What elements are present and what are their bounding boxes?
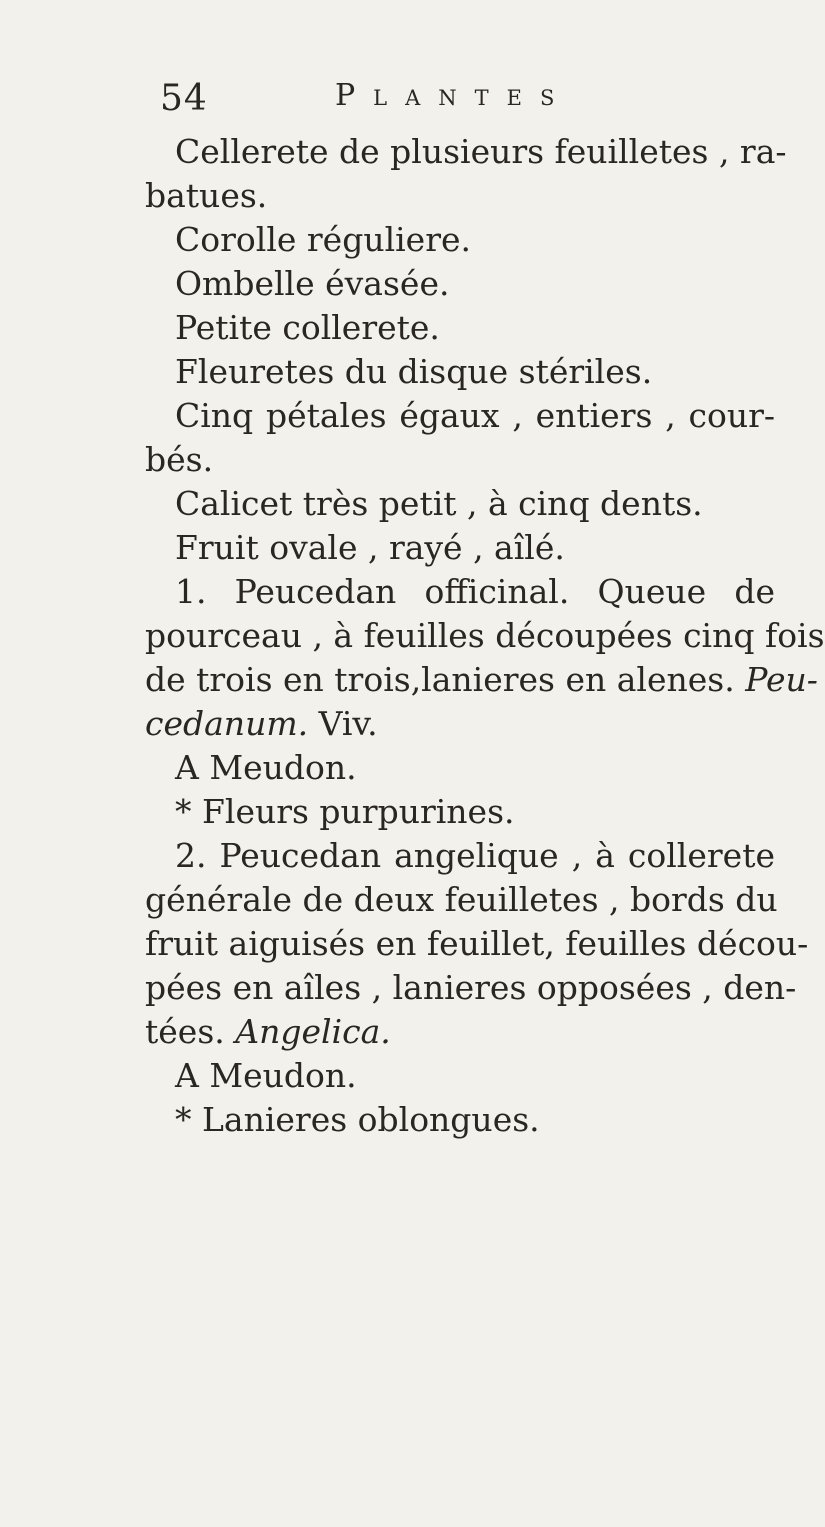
text-line: Petite collerete. (175, 308, 440, 347)
text-line: * Fleurs purpurines. (175, 792, 515, 831)
body-text (145, 130, 825, 1142)
text-line: Corolle réguliere. (175, 220, 472, 259)
text-line: A Meudon. (175, 748, 357, 787)
text-line: Cinq pétales égaux , entiers , cour- (175, 396, 775, 435)
text-line: bés. (145, 440, 214, 479)
text-line: A Meudon. (175, 1056, 357, 1095)
text-line (145, 658, 818, 702)
text-line: Ombelle évasée. (175, 264, 450, 303)
text-line: Cellerete de plusieurs feuilletes , ra- (175, 132, 787, 171)
text-line: Calicet très petit , à cinq dents. (175, 484, 703, 523)
latin-name: cedanum. (145, 704, 309, 743)
text-span: de trois en trois,lanieres en alenes. (145, 660, 735, 699)
latin-name: Peu- (745, 660, 818, 699)
text-line: pourceau , à feuilles découpées cinq fois (145, 616, 825, 655)
text-line: générale de deux feuilletes , bords du (145, 880, 778, 919)
text-line (145, 1010, 775, 1054)
page-header (160, 78, 620, 124)
text-line: * Lanieres oblongues. (175, 1100, 540, 1139)
text-line: 1. Peucedan officinal. Queue de (175, 572, 775, 611)
text-line (145, 702, 775, 746)
text-line: fruit aiguisés en feuillet, feuilles décou- (145, 924, 809, 963)
text-line: Fleuretes du disque stériles. (175, 352, 653, 391)
latin-name: Angelica. (235, 1012, 391, 1051)
text-line: batues. (145, 176, 268, 215)
text-line: pées en aîles , lanieres opposées , den- (145, 968, 797, 1007)
text-span: tées. (145, 1012, 225, 1051)
text-line: Fruit ovale , rayé , aîlé. (175, 528, 565, 567)
running-head: Plantes (335, 78, 573, 113)
text-line: 2. Peucedan angelique , à collerete (175, 836, 775, 875)
text-span: Viv. (318, 704, 378, 743)
page-number: 54 (160, 78, 208, 119)
